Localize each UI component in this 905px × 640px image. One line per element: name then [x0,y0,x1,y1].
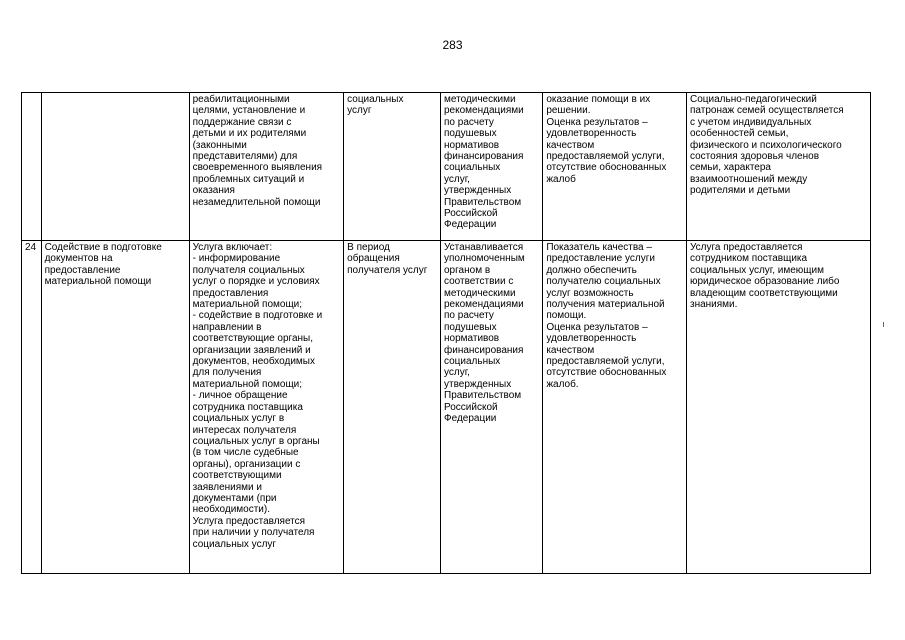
cell-service-term: социальных услуг [344,93,441,241]
cell-service-content: Услуга включает: - информирование получателя социальных услуг о порядке и условиях предоставления материальной помощи; - содействие в подготовке и направлении в соответствующие органы, организации заявлений и документов, необходимых для получения материальной помощи; - личное обращение сотрудника поставщика социальных услуг в интересах получателя социальных услуг в органы (в том числе судебные органы), организации с соответствующими заявлениями и документами (при необходимости). Услуга предоставляется при наличии у получателя социальных услуг [189,241,344,574]
cell-service-cost: Устанавливается уполномоченным органом в соответствии с методическими рекомендациями по расчету подушевых нормативов финансирования социальных услуг, утвержденных Правительством Российской Федерации [441,241,543,574]
cell-quality-indicators: оказание помощи в их решении. Оценка результатов – удовлетворенность качеством предоставляемой услуги, отсутствие обоснованных жалоб [543,93,687,241]
cell-service-name: Содействие в подготовке документов на предоставление материальной помощи [41,241,189,574]
cell-number: 24 [22,241,42,574]
cell-provision-conditions: Социально-педагогический патронаж семей осуществляется с учетом индивидуальных особенностей семьи, физического и психологического состояния здоровья членов семьи, характера взаимоотношений между родителями и детьми [686,93,870,241]
cell-provision-conditions: Услуга предоставляется сотрудником поставщика социальных услуг, имеющим юридическое образование либо владеющим соответствующими знаниями. [686,241,870,574]
cell-service-term: В период обращения получателя услуг [344,241,441,574]
page-number: 283 [442,38,463,52]
cell-service-cost: методическими рекомендациями по расчету подушевых нормативов финансирования социальных услуг, утвержденных Правительством Российской Федерации [441,93,543,241]
cell-service-content: реабилитационными целями, установление и поддержание связи с детьми и их родителями (законными представителями) для своевременного выявления проблемных ситуаций и оказания незамедлительной помощи [189,93,344,241]
table-row [22,93,871,241]
cell-service-name [41,93,189,241]
cell-number [22,93,42,241]
cell-quality-indicators: Показатель качества – предоставление услуги должно обеспечить получателю социальных услуг возможность получения материальной помощи. Оценка результатов – удовлетворенность качеством предоставляемой услуги, отсутствие обоснованных жалоб. [543,241,687,574]
table-row [22,241,871,574]
services-table [21,92,871,574]
scan-margin-mark [883,322,884,327]
